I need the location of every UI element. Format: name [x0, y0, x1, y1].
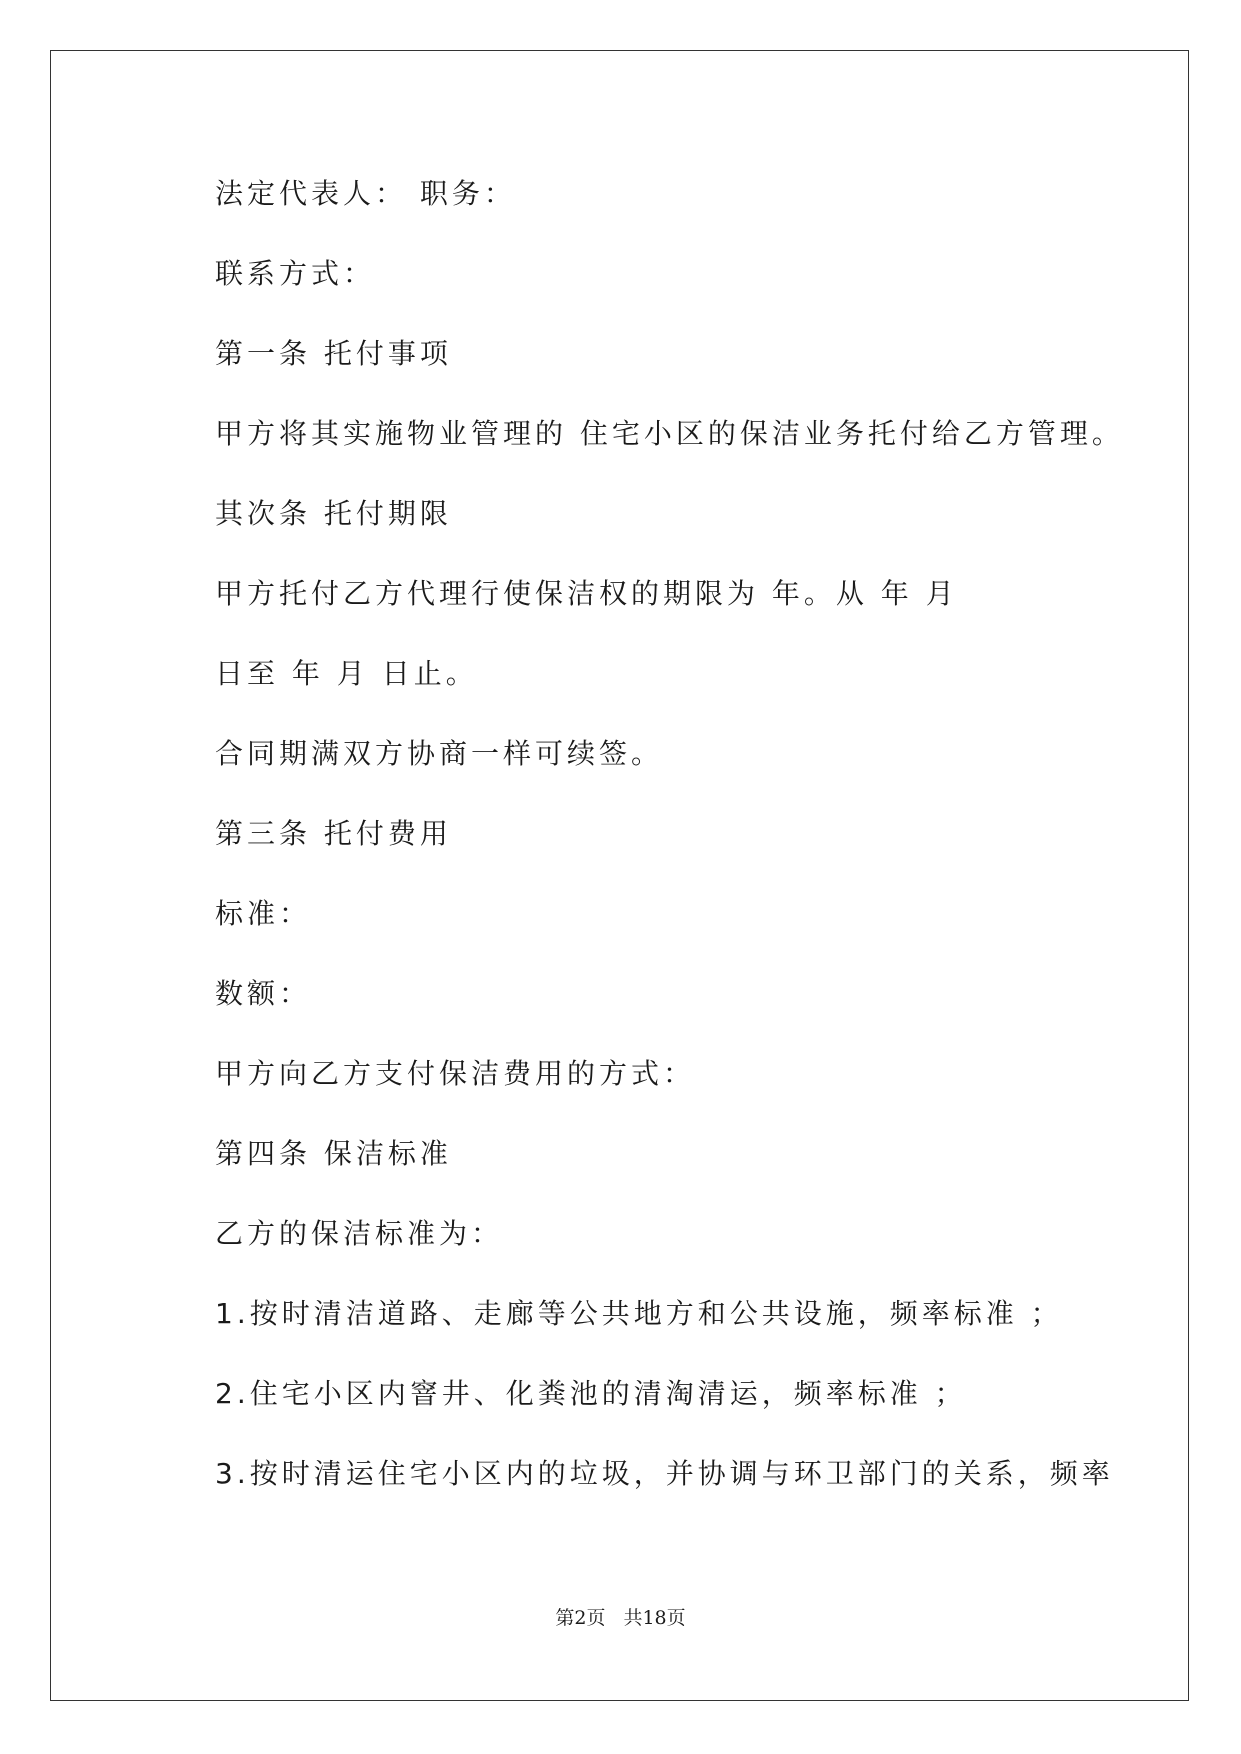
clause-1-heading: 第一条 托付事项 [215, 337, 452, 370]
clause-4-item-3: 3.按时清运住宅小区内的垃圾，并协调与环卫部门的关系，频率 [215, 1457, 1114, 1490]
clause-4-item-2: 2.住宅小区内窨井、化粪池的清淘清运，频率标准 ； [215, 1377, 967, 1410]
page-total: 共18页 [623, 1607, 686, 1629]
clause-2-heading: 其次条 托付期限 [215, 497, 452, 530]
clause-1-text: 甲方将其实施物业管理的 住宅小区的保洁业务托付给乙方管理。 [215, 417, 1124, 450]
clause-4-heading: 第四条 保洁标准 [215, 1137, 452, 1170]
clause-3-heading: 第三条 托付费用 [215, 817, 452, 850]
clause-3-amount: 数额： [215, 977, 312, 1010]
clause-4-item-1: 1.按时清洁道路、走廊等公共地方和公共设施，频率标准 ； [215, 1297, 1063, 1330]
clause-2-text-cont: 日至 年 月 日止。 [215, 657, 478, 690]
clause-3-standard: 标准： [215, 897, 312, 930]
clause-4-intro: 乙方的保洁标准为： [215, 1217, 504, 1250]
page-number: 第2页 [555, 1607, 606, 1629]
line-contact: 联系方式： [215, 257, 376, 290]
line-legal-representative: 法定代表人： 职务： [215, 177, 516, 210]
clause-3-payment: 甲方向乙方支付保洁费用的方式： [215, 1057, 696, 1090]
page-border [50, 50, 1189, 1701]
page-footer [0, 1606, 1241, 1630]
clause-2-text: 甲方托付乙方代理行使保洁权的期限为 年。从 年 月 [215, 577, 958, 610]
clause-2-renewal: 合同期满双方协商一样可续签。 [215, 737, 664, 770]
